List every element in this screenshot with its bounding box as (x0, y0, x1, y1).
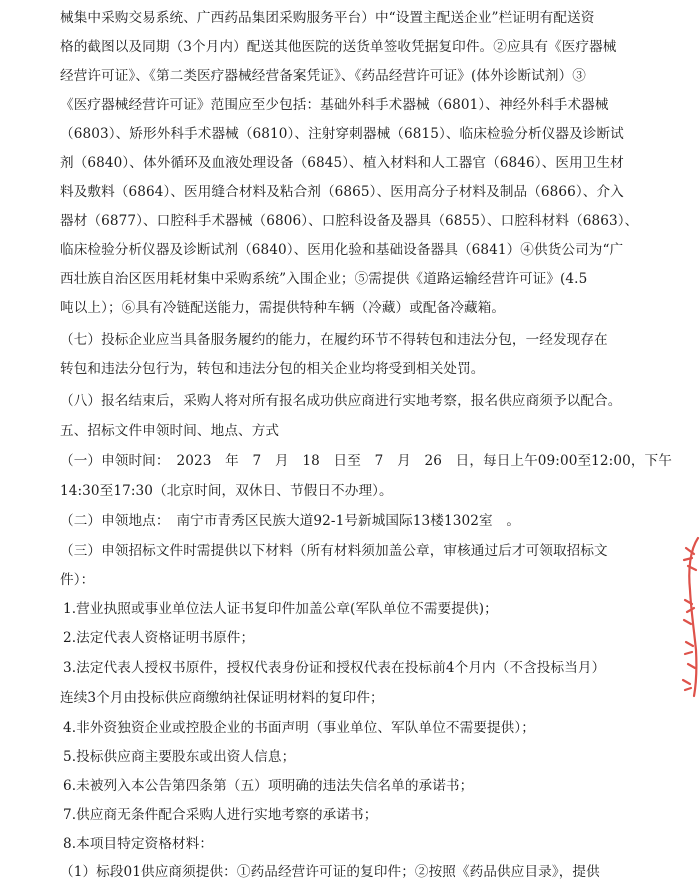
text-line: 器材（6877）、口腔科手术器械（6806）、口腔科设备及器具（6855）、口腔科材料（6863）、 (60, 213, 639, 229)
material-item: 5.投标供应商主要股东或出资人信息； (63, 749, 296, 765)
text-line: 剂（6840）、体外循环及血液处理设备（6845）、植入材料和人工器官（6846）、医用卫生材 (60, 155, 624, 171)
text-line: 临床检验分析仪器及诊断试剂（6840）、医用化验和基础设备器具（6841）④供货公司为“广 (60, 242, 624, 258)
seal-stamp-edge (676, 530, 700, 700)
material-item: 6.未被列入本公告第四条第（五）项明确的违法失信名单的承诺书； (63, 778, 474, 794)
text-line: 吨以上）；⑥具有冷链配送能力，需提供特种车辆（冷藏）或配备冷藏箱。 (60, 300, 506, 316)
text-line: 械集中采购交易系统、广西药品集团采购服务平台）中“设置主配送企业”栏证明有配送资 (60, 10, 595, 26)
text-line: 西壮族自治区医用耗材集中采购系统”入围企业；⑤需提供《道路运输经营许可证》(4.5 (60, 271, 588, 287)
application-location: （二）申领地点： 南宁市青秀区民族大道92-1号新城国际13楼1302室 。 (60, 513, 521, 529)
application-time: （一）申领时间： 2023 年 7 月 18 日至 7 月 26 日，每日上午09:00至12:00，下午 (60, 453, 672, 469)
text-line: （1）标段01供应商须提供：①药品经营许可证的复印件；②按照《药品供应目录》，提供 (60, 864, 600, 880)
section-8-paragraph: （八）报名结束后，采购人将对所有报名成功供应商进行实地考察，报名供应商须予以配合。 (60, 393, 622, 409)
required-materials-intro: （三）申领招标文件时需提供以下材料（所有材料须加盖公章，审核通过后才可领取招标文 (60, 543, 608, 559)
text-line: 经营许可证》、《第二类医疗器械经营备案凭证》、《药品经营许可证》(体外诊断试剂）③ (60, 68, 586, 84)
material-item: 7.供应商无条件配合采购人进行实地考察的承诺书； (63, 807, 378, 823)
text-line: 格的截图以及同期（3个月内）配送其他医院的送货单签收凭据复印件。②应具有《医疗器械 (60, 39, 617, 55)
material-item: 1.营业执照或事业单位法人证书复印件加盖公章(军队单位不需要提供)； (63, 601, 498, 617)
text-line: 转包和违法分包行为，转包和违法分包的相关企业均将受到相关处罚。 (60, 361, 485, 377)
section-7-paragraph: （七）投标企业应当具备服务履约的能力，在履约环节不得转包和违法分包，一经发现存在 (60, 332, 608, 348)
material-item: 4.非外资独资企业或控股企业的书面声明（事业单位、军队单位不需要提供）； (63, 720, 535, 736)
material-item: 2.法定代表人资格证明书原件； (63, 630, 255, 646)
text-line: 连续3个月由投标供应商缴纳社保证明材料的复印件； (60, 690, 384, 706)
material-item: 3.法定代表人授权书原件，授权代表身份证和授权代表在投标前4个月内（不含投标当月） (63, 660, 606, 676)
text-line: 件）： (60, 572, 95, 588)
text-line: 《医疗器械经营许可证》范围应至少包括：基础外科手术器械（6801）、神经外科手术器械 (60, 97, 609, 113)
text-line: 料及敷料（6864）、医用缝合材料及粘合剂（6865）、医用高分子材料及制品（6866）、介入 (60, 184, 624, 200)
section-heading: 五、招标文件申领时间、地点、方式 (60, 423, 280, 439)
text-line: （6803）、矫形外科手术器械（6810）、注射穿刺器械（6815）、临床检验分析仪器及诊断试 (60, 126, 624, 142)
text-line: 14:30至17:30（北京时间，双休日、节假日不办理）。 (60, 483, 393, 499)
material-item: 8.本项目特定资格材料： (63, 836, 214, 852)
